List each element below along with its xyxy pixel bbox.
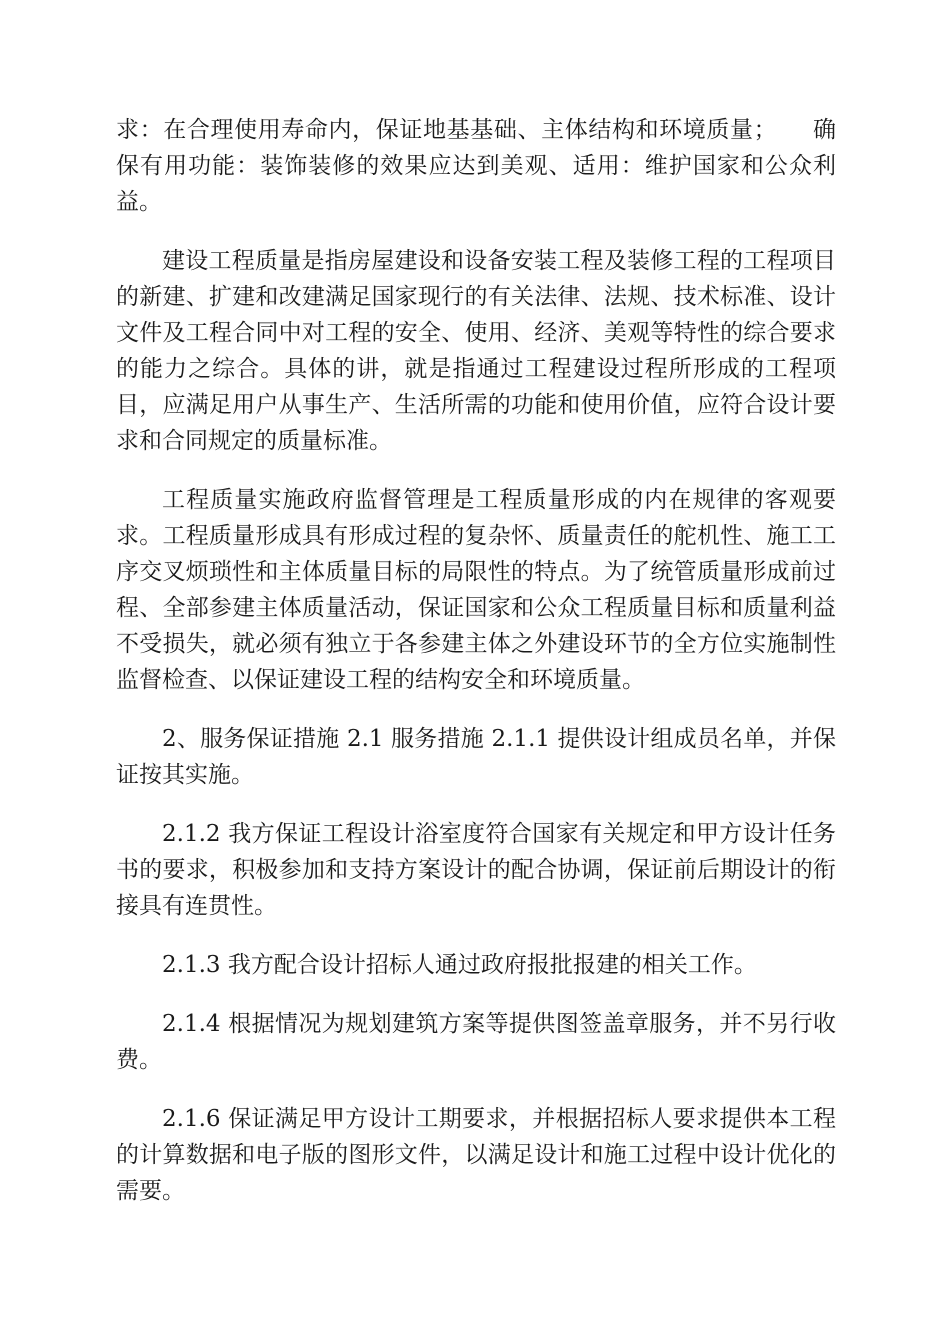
paragraph-6: 2.1.3 我方配合设计招标人通过政府报批报建的相关工作。 bbox=[162, 952, 757, 978]
paragraph-7: 2.1.4 根据情况为规划建筑方案等提供图签盖章服务，并不另行收费。 bbox=[116, 1011, 836, 1073]
document-body bbox=[116, 112, 836, 1232]
paragraph-2: 建设工程质量是指房屋建设和设备安装工程及装修工程的工程项目的新建、扩建和改建满足国家现行的有关法律、法规、技术标准、设计文件及工程合同中对工程的安全、使用、经济、美观等特性的综合要求的能力之综合。具体的讲，就是指通过工程建设过程所形成的工程项目，应满足用户从事生产、生活所需的功能和使用价值，应符合设计要求和合同规定的质量标准。 bbox=[116, 248, 836, 454]
paragraph-8: 2.1.6 保证满足甲方设计工期要求，并根据招标人要求提供本工程的计算数据和电子版的图形文件，以满足设计和施工过程中设计优化的需要。 bbox=[116, 1106, 836, 1204]
paragraph-5: 2.1.2 我方保证工程设计浴室度符合国家有关规定和甲方设计任务书的要求，积极参加和支持方案设计的配合协调，保证前后期设计的衔接具有连贯性。 bbox=[116, 821, 836, 919]
paragraph-4: 2、服务保证措施 2.1 服务措施 2.1.1 提供设计组成员名单，并保证按其实施。 bbox=[116, 726, 836, 788]
paragraph-3: 工程质量实施政府监督管理是工程质量形成的内在规律的客观要求。工程质量形成具有形成过程的复杂怀、质量责任的舵机性、施工工序交叉烦琐性和主体质量目标的局限性的特点。为了统管质量形成前过程、全部参建主体质量活动，保证国家和公众工程质量目标和质量利益不受损失，就必须有独立于各参建主体之外建设环节的全方位实施制性监督检查、以保证建设工程的结构安全和环境质量。 bbox=[116, 487, 836, 693]
paragraph-1: 求：在合理使用寿命内，保证地基基础、主体结构和环境质量； 确保有用功能：装饰装修的效果应达到美观、适用：维护国家和公众利益。 bbox=[116, 117, 836, 215]
